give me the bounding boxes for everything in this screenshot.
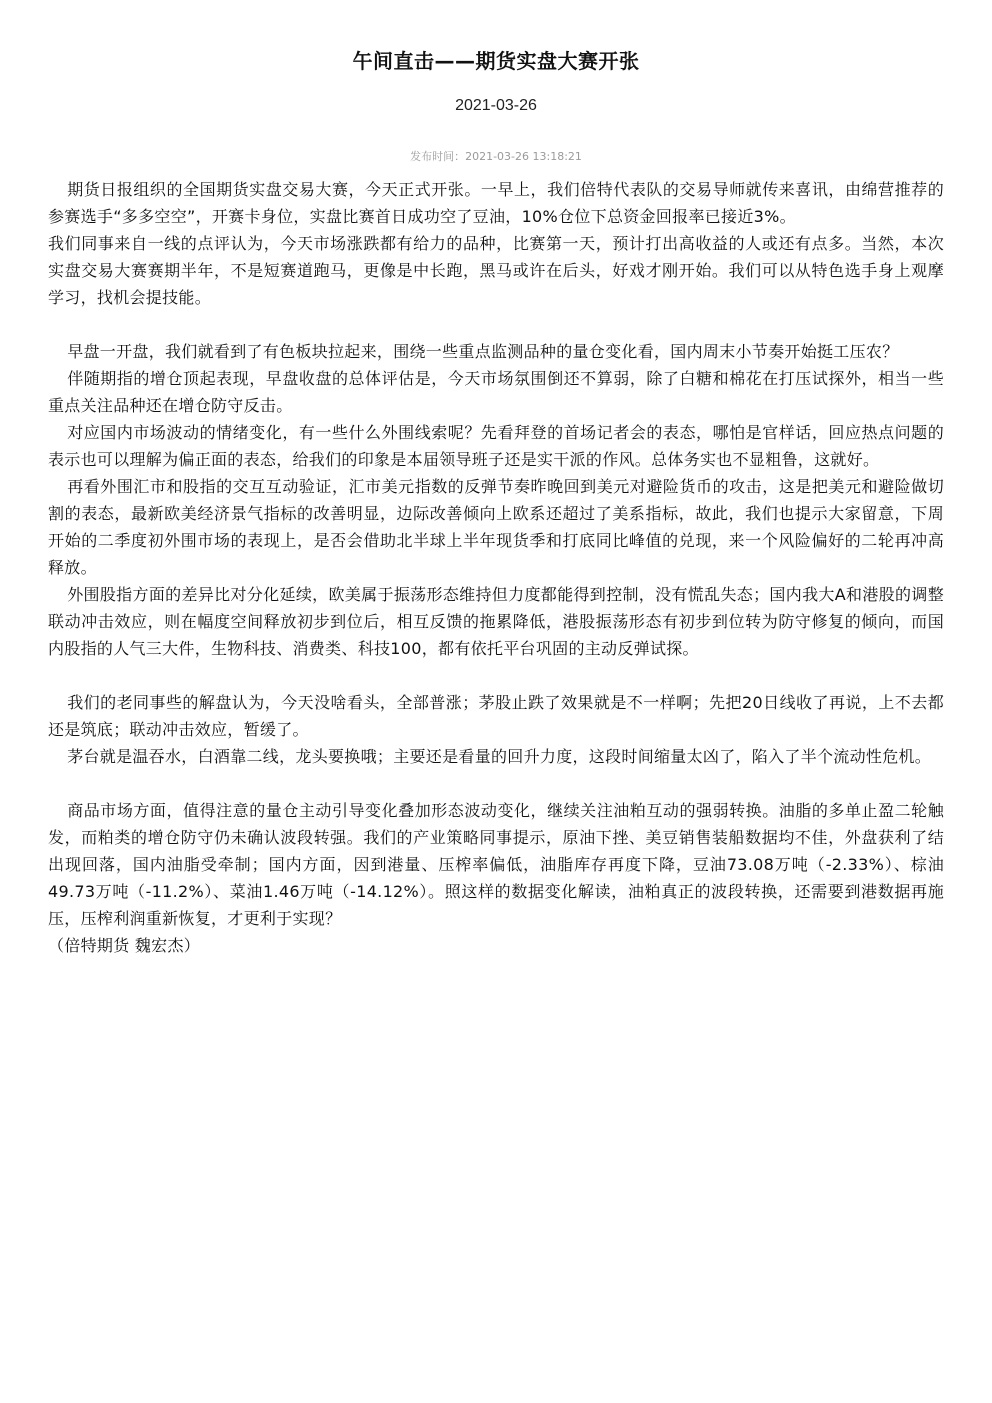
paragraph-2: 我们同事来自一线的点评认为，今天市场涨跌都有给力的品种，比赛第一天，预计打出高收益的人或还有点多。当然，本次实盘交易大赛赛期半年，不是短赛道跑马，更像是中长跑，黑马或许在后头，好戏才刚开始。我们可以从特色选手身上观摩学习，找机会提技能。 bbox=[48, 234, 944, 307]
paragraph-5: 对应国内市场波动的情绪变化，有一些什么外围线索呢？先看拜登的首场记者会的表态，哪怕是官样话，回应热点问题的表示也可以理解为偏正面的表态，给我们的印象是本届领导班子还是实干派的作风。总体务实也不显粗鲁，这就好。 bbox=[48, 423, 944, 469]
paragraph-spacer bbox=[48, 770, 944, 797]
paragraph-spacer bbox=[48, 662, 944, 689]
article-title: 午间直击——期货实盘大赛开张 bbox=[352, 49, 640, 73]
paragraph-9: 茅台就是温吞水，白酒靠二线，龙头要换哦；主要还是看量的回升力度，这段时间缩量太凶了，陷入了半个流动性危机。 bbox=[67, 747, 932, 766]
paragraph-10: 商品市场方面，值得注意的量仓主动引导变化叠加形态波动变化，继续关注油粕互动的强弱转换。油脂的多单止盈二轮触发，而粕类的增仓防守仍未确认波段转强。我们的产业策略同事提示，原油下挫、美豆销售装船数据均不佳，外盘获利了结出现回落，国内油脂受牵制；国内方面，因到港量、压榨率偏低，油脂库存再度下降，豆油73.08万吨（-2.33%）、棕油49.73万吨（-11.2%）、菜油1.46万吨（-14.12%）。照这样的数据变化解读，油粕真正的波段转换，还需要到港数据再施压，压榨利润重新恢复，才更利于实现？ bbox=[48, 801, 944, 928]
paragraph-6: 再看外围汇市和股指的交互互动验证，汇市美元指数的反弹节奏昨晚回到美元对避险货币的攻击，这是把美元和避险做切割的表态，最新欧美经济景气指标的改善明显，边际改善倾向上欧系还超过了美系指标，故此，我们也提示大家留意，下周开始的二季度初外围市场的表现上，是否会借助北半球上半年现货季和打底同比峰值的兑现，来一个风险偏好的二轮再冲高释放。 bbox=[48, 477, 944, 577]
paragraph-8: 我们的老同事些的解盘认为，今天没啥看头，全部普涨；茅股止跌了效果就是不一样啊；先把20日线收了再说，上不去都还是筑底；联动冲击效应，暂缓了。 bbox=[48, 693, 944, 739]
paragraph-7: 外围股指方面的差异比对分化延续，欧美属于振荡形态维持但力度都能得到控制，没有慌乱失态；国内我大A和港股的调整联动冲击效应，则在幅度空间释放初步到位后，相互反馈的拖累降低，港股振荡形态有初步到位转为防守修复的倾向，而国内股指的人气三大件，生物科技、消费类、科技100，都有依托平台巩固的主动反弹试探。 bbox=[48, 585, 944, 658]
article-date: 2021-03-26 bbox=[455, 97, 537, 114]
paragraph-1: 期货日报组织的全国期货实盘交易大赛，今天正式开张。一早上，我们倍特代表队的交易导师就传来喜讯，由绵营推荐的参赛选手“多多空空”，开赛卡身位，实盘比赛首日成功空了豆油，10%仓位下总资金回报率已接近3%。 bbox=[48, 180, 944, 226]
article-body bbox=[48, 176, 944, 959]
author-signature: （倍特期货 魏宏杰） bbox=[48, 936, 201, 955]
publish-label: 发布时间： bbox=[410, 150, 466, 163]
paragraph-4: 伴随期指的增仓顶起表现，早盘收盘的总体评估是，今天市场氛围倒还不算弱，除了白糖和棉花在打压试探外，相当一些重点关注品种还在增仓防守反击。 bbox=[48, 369, 944, 415]
publish-time: 2021-03-26 13:18:21 bbox=[465, 150, 582, 163]
publish-info bbox=[0, 149, 992, 165]
paragraph-spacer bbox=[48, 311, 944, 338]
paragraph-3: 早盘一开盘，我们就看到了有色板块拉起来，围绕一些重点监测品种的量仓变化看，国内周末小节奏开始挺工压农？ bbox=[67, 342, 899, 361]
